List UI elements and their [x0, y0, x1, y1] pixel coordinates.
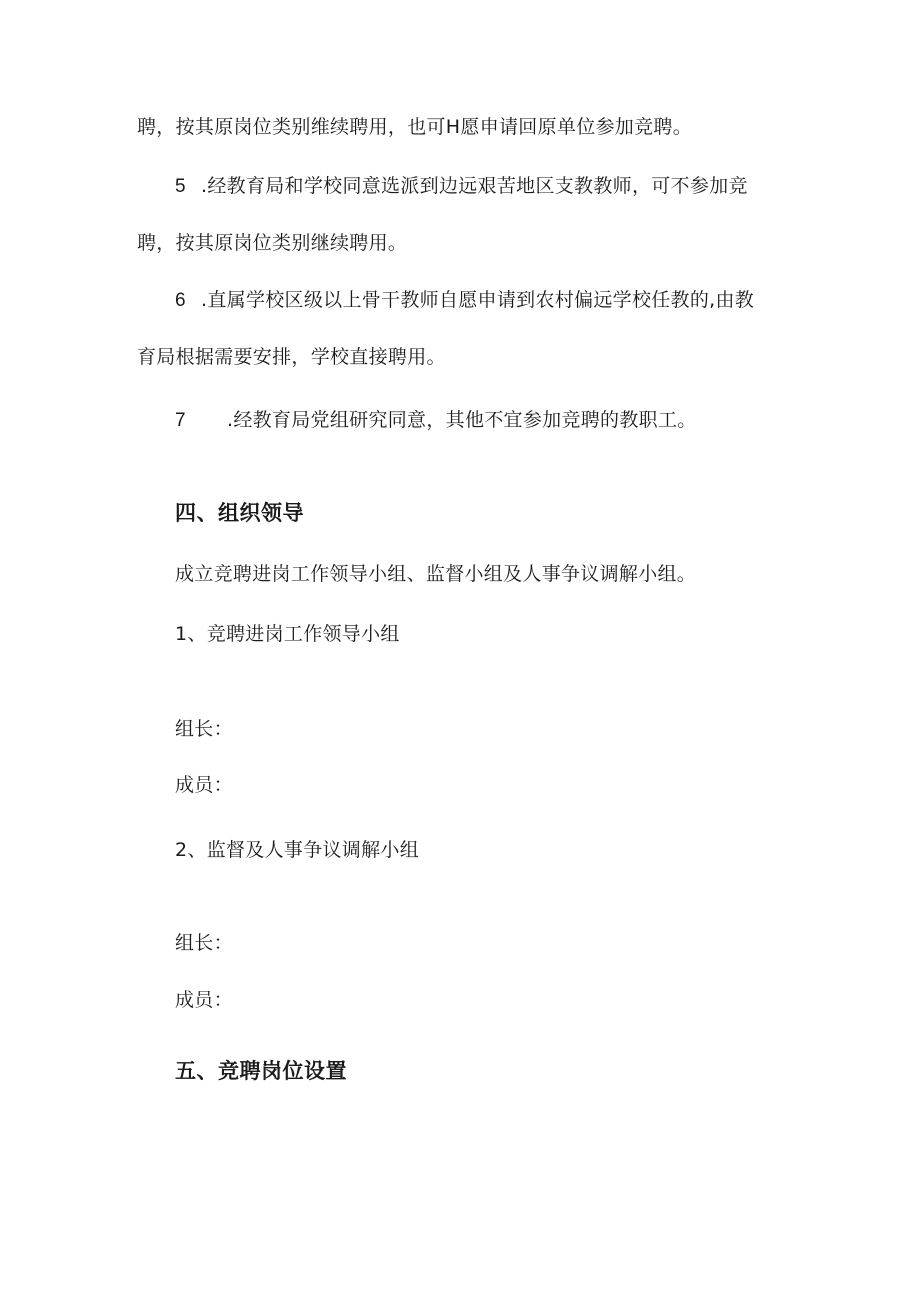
section-5-heading: 五、竞聘岗位设置: [175, 1059, 347, 1083]
paragraph-5-line-1: [175, 173, 748, 200]
paragraph-5-line-2: 聘，按其原岗位类别继续聘用。: [137, 232, 408, 254]
group-2-leader-label: 组长：: [175, 932, 233, 954]
paragraph-6-line-2: 育局根据需要安排，学校直接聘用。: [137, 346, 446, 368]
group-1-members-label: 成员：: [175, 774, 233, 796]
paragraph-text: .经教育局和学校同意选派到边远艰苦地区支教教师，可不参加竞: [201, 175, 748, 197]
group-2-members-label: 成员：: [175, 989, 233, 1011]
item-number: 7: [175, 410, 186, 431]
paragraph-text: .经教育局党组研究同意，其他不宜参加竞聘的教职工。: [227, 409, 697, 431]
item-number: 6: [175, 290, 186, 311]
paragraph-6-line-1: [175, 287, 754, 314]
paragraph-text: .直属学校区级以上骨干教师自愿申请到农村偏远学校任教的,由教: [201, 289, 755, 311]
item-number: 5: [175, 176, 186, 197]
group-1-title: 1、竞聘进岗工作领导小组: [175, 623, 400, 645]
paragraph-7-line-1: [175, 407, 697, 434]
section-4-intro: 成立竞聘进岗工作领导小组、监督小组及人事争议调解小组。: [175, 563, 697, 585]
group-1-leader-label: 组长：: [175, 718, 233, 740]
paragraph-4-continuation: 聘，按其原岗位类别维续聘用，也可H愿申请回原单位参加竞聘。: [137, 116, 692, 138]
section-4-heading: 四、组织领导: [175, 501, 304, 525]
group-2-title: 2、监督及人事争议调解小组: [175, 839, 419, 861]
